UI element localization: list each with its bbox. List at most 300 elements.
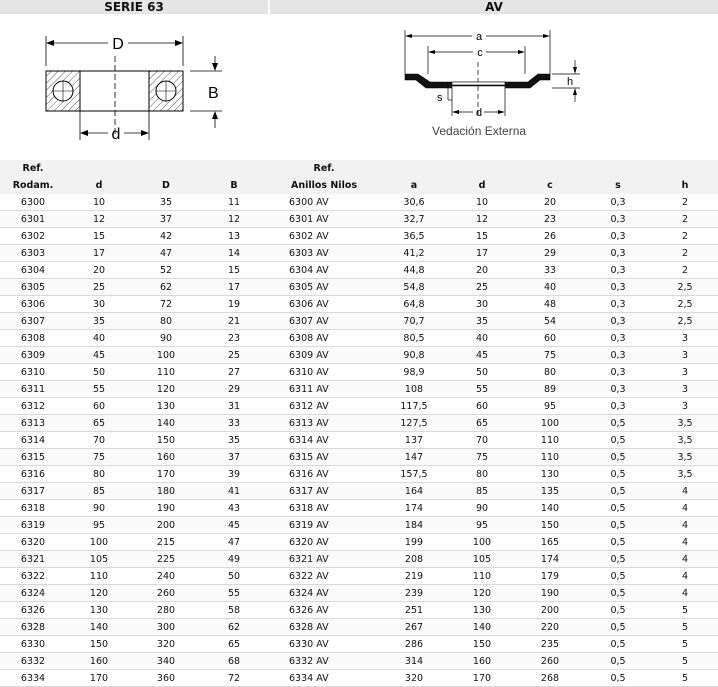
- cell-c: 200: [516, 602, 584, 619]
- cell-c: 135: [516, 483, 584, 500]
- column-header-ref-rodam: Rodam.: [0, 177, 66, 194]
- cell-D: 130: [132, 398, 200, 415]
- cell-B: 11: [200, 194, 268, 211]
- cell-a: 157,5: [380, 466, 448, 483]
- cell-D: 160: [132, 449, 200, 466]
- cell-B: 17: [200, 279, 268, 296]
- cell-c: 20: [516, 194, 584, 211]
- cell-h: 3: [652, 381, 718, 398]
- cell-c: 54: [516, 313, 584, 330]
- column-header-h: h: [652, 177, 718, 194]
- cell-D: 62: [132, 279, 200, 296]
- cell-d-seal: 50: [448, 364, 516, 381]
- column-header-D: D: [132, 177, 200, 194]
- cell-D: 37: [132, 211, 200, 228]
- cell-B: 50: [200, 568, 268, 585]
- cell-ref-rodam: 6314: [0, 432, 66, 449]
- cell-d: 130: [66, 602, 132, 619]
- dim-B-label: B: [208, 85, 219, 102]
- cell-B: 45: [200, 517, 268, 534]
- table-row: [0, 585, 718, 602]
- cell-d-seal: 12: [448, 211, 516, 228]
- column-header-ref-anillos: Ref.: [268, 160, 380, 177]
- cell-c: 268: [516, 670, 584, 687]
- cell-d: 10: [66, 194, 132, 211]
- dimensions-table: [0, 160, 718, 687]
- cell-a: 286: [380, 636, 448, 653]
- cell-d-seal: 150: [448, 636, 516, 653]
- cell-s: 0,5: [584, 670, 652, 687]
- cell-s: 0,5: [584, 585, 652, 602]
- cell-c: 140: [516, 500, 584, 517]
- table-row: [0, 245, 718, 262]
- cell-d-seal: 60: [448, 398, 516, 415]
- cell-d: 35: [66, 313, 132, 330]
- cell-ref-anillos: 6309 AV: [268, 347, 380, 364]
- cell-h: 5: [652, 636, 718, 653]
- cell-c: 95: [516, 398, 584, 415]
- cell-ref-rodam: 6305: [0, 279, 66, 296]
- cell-D: 170: [132, 466, 200, 483]
- cell-d-seal: 30: [448, 296, 516, 313]
- cell-s: 0,5: [584, 415, 652, 432]
- table-row: [0, 347, 718, 364]
- cell-d: 60: [66, 398, 132, 415]
- cell-c: 80: [516, 364, 584, 381]
- cell-ref-anillos: 6307 AV: [268, 313, 380, 330]
- cell-h: 3,5: [652, 466, 718, 483]
- cell-ref-anillos: 6301 AV: [268, 211, 380, 228]
- cell-B: 33: [200, 415, 268, 432]
- table-header-row-2: [0, 177, 718, 194]
- cell-ref-rodam: 6318: [0, 500, 66, 517]
- cell-a: 137: [380, 432, 448, 449]
- cell-ref-anillos: 6304 AV: [268, 262, 380, 279]
- cell-h: 4: [652, 534, 718, 551]
- cell-D: 35: [132, 194, 200, 211]
- cell-D: 150: [132, 432, 200, 449]
- cell-d: 40: [66, 330, 132, 347]
- cell-d-seal: 70: [448, 432, 516, 449]
- dim-a-label: a: [475, 31, 483, 43]
- cell-B: 25: [200, 347, 268, 364]
- cell-c: 26: [516, 228, 584, 245]
- cell-s: 0,5: [584, 653, 652, 670]
- cell-ref-rodam: 6310: [0, 364, 66, 381]
- cell-ref-anillos: 6324 AV: [268, 585, 380, 602]
- av-title: AV: [270, 0, 718, 14]
- cell-s: 0,3: [584, 364, 652, 381]
- cell-D: 225: [132, 551, 200, 568]
- cell-h: 3,5: [652, 432, 718, 449]
- cell-D: 52: [132, 262, 200, 279]
- column-header-ref-rodam: Ref.: [0, 160, 66, 177]
- cell-ref-anillos: 6320 AV: [268, 534, 380, 551]
- cell-D: 80: [132, 313, 200, 330]
- cell-a: 147: [380, 449, 448, 466]
- cell-a: 199: [380, 534, 448, 551]
- cell-s: 0,5: [584, 619, 652, 636]
- cell-ref-rodam: 6312: [0, 398, 66, 415]
- cell-c: 165: [516, 534, 584, 551]
- cell-ref-anillos: 6316 AV: [268, 466, 380, 483]
- cell-h: 3: [652, 347, 718, 364]
- table-row: [0, 517, 718, 534]
- cell-d: 80: [66, 466, 132, 483]
- cell-d-seal: 95: [448, 517, 516, 534]
- column-header-d-seal: d: [448, 177, 516, 194]
- bearing-cross-section-diagram: [0, 16, 240, 146]
- cell-c: 48: [516, 296, 584, 313]
- cell-d-seal: 90: [448, 500, 516, 517]
- cell-s: 0,5: [584, 432, 652, 449]
- cell-d-seal: 140: [448, 619, 516, 636]
- cell-s: 0,5: [584, 534, 652, 551]
- cell-h: 2: [652, 228, 718, 245]
- cell-a: 174: [380, 500, 448, 517]
- column-header-c: [516, 160, 584, 177]
- cell-B: 72: [200, 670, 268, 687]
- cell-d-seal: 65: [448, 415, 516, 432]
- cell-a: 36,5: [380, 228, 448, 245]
- cell-a: 117,5: [380, 398, 448, 415]
- table-row: [0, 449, 718, 466]
- cell-h: 5: [652, 670, 718, 687]
- cell-d-seal: 45: [448, 347, 516, 364]
- cell-s: 0,3: [584, 245, 652, 262]
- cell-d: 95: [66, 517, 132, 534]
- cell-s: 0,3: [584, 398, 652, 415]
- cell-ref-anillos: 6310 AV: [268, 364, 380, 381]
- table-row: [0, 670, 718, 687]
- cell-d: 120: [66, 585, 132, 602]
- cell-d: 12: [66, 211, 132, 228]
- cell-B: 47: [200, 534, 268, 551]
- cell-a: 208: [380, 551, 448, 568]
- cell-D: 90: [132, 330, 200, 347]
- column-header-a: a: [380, 177, 448, 194]
- cell-D: 280: [132, 602, 200, 619]
- cell-h: 5: [652, 619, 718, 636]
- table-row: [0, 296, 718, 313]
- cell-s: 0,3: [584, 313, 652, 330]
- cell-a: 98,9: [380, 364, 448, 381]
- cell-c: 100: [516, 415, 584, 432]
- cell-d: 75: [66, 449, 132, 466]
- cell-D: 300: [132, 619, 200, 636]
- cell-D: 120: [132, 381, 200, 398]
- cell-c: 60: [516, 330, 584, 347]
- dim-c-label: c: [477, 47, 483, 59]
- cell-D: 360: [132, 670, 200, 687]
- cell-ref-rodam: 6317: [0, 483, 66, 500]
- cell-h: 4: [652, 585, 718, 602]
- cell-D: 110: [132, 364, 200, 381]
- cell-d-seal: 170: [448, 670, 516, 687]
- cell-a: 320: [380, 670, 448, 687]
- table-row: [0, 483, 718, 500]
- cell-d-seal: 160: [448, 653, 516, 670]
- cell-h: 3: [652, 330, 718, 347]
- cell-B: 21: [200, 313, 268, 330]
- table-row: [0, 500, 718, 517]
- cell-d: 160: [66, 653, 132, 670]
- cell-s: 0,3: [584, 211, 652, 228]
- cell-ref-rodam: 6307: [0, 313, 66, 330]
- cell-ref-anillos: 6311 AV: [268, 381, 380, 398]
- cell-ref-anillos: 6328 AV: [268, 619, 380, 636]
- cell-ref-rodam: 6330: [0, 636, 66, 653]
- cell-a: 70,7: [380, 313, 448, 330]
- cell-s: 0,3: [584, 296, 652, 313]
- cell-D: 215: [132, 534, 200, 551]
- cell-h: 4: [652, 551, 718, 568]
- cell-a: 127,5: [380, 415, 448, 432]
- table-row: [0, 432, 718, 449]
- table-row: [0, 653, 718, 670]
- cell-ref-anillos: 6300 AV: [268, 194, 380, 211]
- series-title: SERIE 63: [0, 0, 268, 14]
- cell-ref-rodam: 6319: [0, 517, 66, 534]
- cell-s: 0,5: [584, 636, 652, 653]
- cell-s: 0,3: [584, 228, 652, 245]
- cell-B: 49: [200, 551, 268, 568]
- column-header-c: c: [516, 177, 584, 194]
- cell-d: 25: [66, 279, 132, 296]
- cell-a: 267: [380, 619, 448, 636]
- cell-h: 4: [652, 568, 718, 585]
- cell-d-seal: 25: [448, 279, 516, 296]
- cell-d-seal: 75: [448, 449, 516, 466]
- column-header-s: s: [584, 177, 652, 194]
- cell-h: 5: [652, 602, 718, 619]
- cell-h: 3,5: [652, 415, 718, 432]
- cell-d: 17: [66, 245, 132, 262]
- cell-a: 219: [380, 568, 448, 585]
- cell-s: 0,3: [584, 279, 652, 296]
- cell-a: 64,8: [380, 296, 448, 313]
- cell-B: 58: [200, 602, 268, 619]
- cell-B: 41: [200, 483, 268, 500]
- cell-d: 70: [66, 432, 132, 449]
- table-row: [0, 211, 718, 228]
- cell-a: 184: [380, 517, 448, 534]
- table-row: [0, 602, 718, 619]
- cell-h: 2,5: [652, 279, 718, 296]
- cell-a: 239: [380, 585, 448, 602]
- cell-ref-rodam: 6306: [0, 296, 66, 313]
- cell-s: 0,5: [584, 466, 652, 483]
- cell-B: 23: [200, 330, 268, 347]
- cell-s: 0,3: [584, 262, 652, 279]
- cell-B: 43: [200, 500, 268, 517]
- cell-s: 0,5: [584, 568, 652, 585]
- cell-d-seal: 35: [448, 313, 516, 330]
- seal-caption: Vedación Externa: [432, 124, 527, 138]
- cell-B: 68: [200, 653, 268, 670]
- column-header-ref-anillos: Anillos Nilos: [268, 177, 380, 194]
- cell-c: 110: [516, 449, 584, 466]
- cell-h: 4: [652, 500, 718, 517]
- cell-c: 89: [516, 381, 584, 398]
- cell-ref-anillos: 6312 AV: [268, 398, 380, 415]
- table-row: [0, 466, 718, 483]
- cell-d: 170: [66, 670, 132, 687]
- cell-ref-anillos: 6306 AV: [268, 296, 380, 313]
- cell-B: 37: [200, 449, 268, 466]
- cell-ref-anillos: 6314 AV: [268, 432, 380, 449]
- cell-ref-rodam: 6302: [0, 228, 66, 245]
- cell-d-seal: 20: [448, 262, 516, 279]
- cell-ref-rodam: 6328: [0, 619, 66, 636]
- cell-ref-anillos: 6332 AV: [268, 653, 380, 670]
- table-row: [0, 568, 718, 585]
- table-row: [0, 398, 718, 415]
- cell-c: 260: [516, 653, 584, 670]
- cell-B: 65: [200, 636, 268, 653]
- seal-profile-diagram: [380, 16, 600, 126]
- cell-d: 45: [66, 347, 132, 364]
- cell-h: 5: [652, 653, 718, 670]
- column-header-B: B: [200, 177, 268, 194]
- column-header-d-seal: [448, 160, 516, 177]
- cell-h: 3: [652, 398, 718, 415]
- table-row: [0, 364, 718, 381]
- table-header-row-1: [0, 160, 718, 177]
- cell-s: 0,3: [584, 381, 652, 398]
- cell-ref-anillos: 6313 AV: [268, 415, 380, 432]
- cell-d: 100: [66, 534, 132, 551]
- cell-c: 220: [516, 619, 584, 636]
- cell-c: 174: [516, 551, 584, 568]
- cell-ref-rodam: 6334: [0, 670, 66, 687]
- cell-a: 41,2: [380, 245, 448, 262]
- cell-s: 0,5: [584, 517, 652, 534]
- table-row: [0, 279, 718, 296]
- cell-ref-anillos: 6305 AV: [268, 279, 380, 296]
- column-header-a: [380, 160, 448, 177]
- table-row: [0, 619, 718, 636]
- cell-s: 0,5: [584, 449, 652, 466]
- cell-d-seal: 80: [448, 466, 516, 483]
- cell-a: 54,8: [380, 279, 448, 296]
- cell-D: 260: [132, 585, 200, 602]
- cell-d-seal: 120: [448, 585, 516, 602]
- cell-c: 235: [516, 636, 584, 653]
- cell-ref-anillos: 6303 AV: [268, 245, 380, 262]
- cell-ref-rodam: 6332: [0, 653, 66, 670]
- dim-s-label: s: [437, 92, 443, 104]
- table-row: [0, 228, 718, 245]
- dim-D-label: D: [112, 36, 124, 53]
- cell-B: 31: [200, 398, 268, 415]
- cell-D: 340: [132, 653, 200, 670]
- cell-h: 2: [652, 245, 718, 262]
- cell-d-seal: 17: [448, 245, 516, 262]
- cell-ref-anillos: 6315 AV: [268, 449, 380, 466]
- cell-ref-rodam: 6316: [0, 466, 66, 483]
- cell-D: 72: [132, 296, 200, 313]
- cell-d: 50: [66, 364, 132, 381]
- cell-d-seal: 85: [448, 483, 516, 500]
- table-row: [0, 534, 718, 551]
- cell-ref-rodam: 6308: [0, 330, 66, 347]
- cell-d: 55: [66, 381, 132, 398]
- cell-h: 2,5: [652, 313, 718, 330]
- cell-d: 150: [66, 636, 132, 653]
- cell-s: 0,3: [584, 194, 652, 211]
- cell-D: 100: [132, 347, 200, 364]
- cell-s: 0,3: [584, 347, 652, 364]
- cell-c: 29: [516, 245, 584, 262]
- cell-c: 110: [516, 432, 584, 449]
- cell-ref-rodam: 6320: [0, 534, 66, 551]
- cell-d-seal: 110: [448, 568, 516, 585]
- cell-c: 40: [516, 279, 584, 296]
- cell-c: 130: [516, 466, 584, 483]
- cell-ref-anillos: 6317 AV: [268, 483, 380, 500]
- cell-h: 3,5: [652, 449, 718, 466]
- cell-ref-rodam: 6309: [0, 347, 66, 364]
- cell-d-seal: 100: [448, 534, 516, 551]
- cell-B: 55: [200, 585, 268, 602]
- cell-ref-anillos: 6326 AV: [268, 602, 380, 619]
- cell-d-seal: 15: [448, 228, 516, 245]
- cell-ref-rodam: 6313: [0, 415, 66, 432]
- cell-ref-rodam: 6322: [0, 568, 66, 585]
- cell-ref-rodam: 6303: [0, 245, 66, 262]
- dim-d-label: d: [111, 126, 121, 143]
- cell-h: 4: [652, 483, 718, 500]
- cell-ref-anillos: 6319 AV: [268, 517, 380, 534]
- table-row: [0, 330, 718, 347]
- cell-d: 90: [66, 500, 132, 517]
- cell-d-seal: 55: [448, 381, 516, 398]
- cell-d-seal: 130: [448, 602, 516, 619]
- cell-s: 0,5: [584, 483, 652, 500]
- cell-ref-rodam: 6315: [0, 449, 66, 466]
- cell-c: 190: [516, 585, 584, 602]
- cell-ref-anillos: 6308 AV: [268, 330, 380, 347]
- cell-c: 33: [516, 262, 584, 279]
- cell-B: 39: [200, 466, 268, 483]
- cell-B: 13: [200, 228, 268, 245]
- column-header-D: [132, 160, 200, 177]
- cell-a: 44,8: [380, 262, 448, 279]
- cell-h: 2: [652, 194, 718, 211]
- cell-c: 23: [516, 211, 584, 228]
- cell-c: 75: [516, 347, 584, 364]
- cell-D: 140: [132, 415, 200, 432]
- cell-c: 179: [516, 568, 584, 585]
- cell-a: 164: [380, 483, 448, 500]
- cell-ref-anillos: 6321 AV: [268, 551, 380, 568]
- table-row: [0, 551, 718, 568]
- column-header-B: [200, 160, 268, 177]
- cell-ref-rodam: 6301: [0, 211, 66, 228]
- cell-ref-rodam: 6311: [0, 381, 66, 398]
- cell-d: 30: [66, 296, 132, 313]
- cell-B: 35: [200, 432, 268, 449]
- cell-ref-rodam: 6300: [0, 194, 66, 211]
- column-header-d: [66, 160, 132, 177]
- cell-d: 85: [66, 483, 132, 500]
- table-row: [0, 381, 718, 398]
- cell-B: 14: [200, 245, 268, 262]
- cell-d: 140: [66, 619, 132, 636]
- cell-ref-rodam: 6326: [0, 602, 66, 619]
- cell-ref-anillos: 6302 AV: [268, 228, 380, 245]
